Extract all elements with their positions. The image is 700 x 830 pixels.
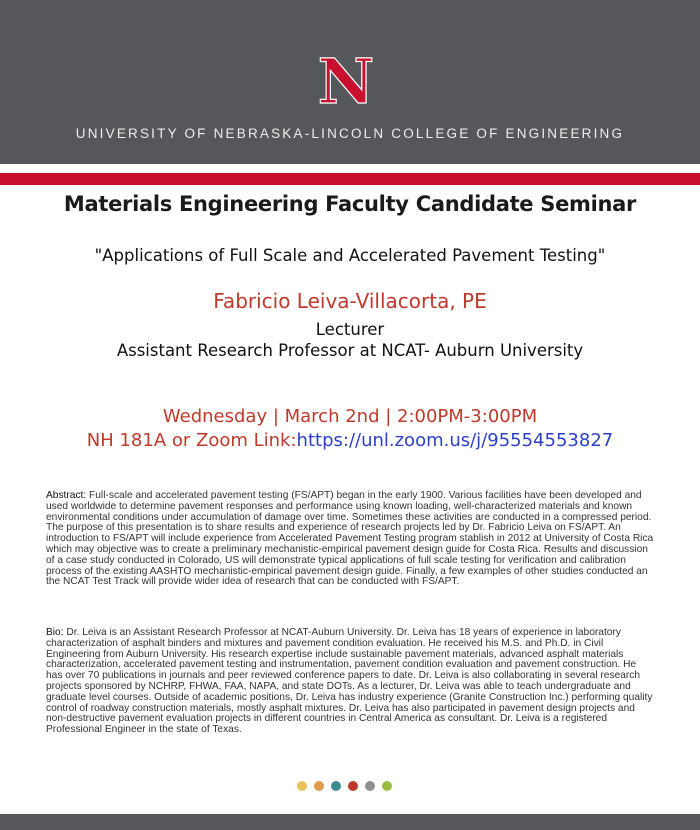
header-banner <box>0 0 700 164</box>
bio-text: Dr. Leiva is an Assistant Research Professor at NCAT-Auburn University. Dr. Leiva has 18 years of experience in laboratory characterization of asphalt binders and mixtures and pavement condition evaluation. He received his M.S. and Ph.D. in Civil Engineering from Auburn University. His research expertise include sustainable pavement materials, advanced asphalt materials characterization, accelerated pavement testing and instrumentation, pavement condition evaluation and pavement construction. He has over 70 publications in journals and peer reviewed conference papers to date. Dr. Leiva is also collaborating in several research projects sponsored by NCHRP, FHWA, FAA, NAPA, and state DOTs. As a lecturer, Dr. Leiva was able to teach undergraduate and graduate level courses. Outside of academic positions, Dr. Leiva has industry experience (Granite Construction Inc.) performing quality control of roadway construction materials, mostly asphalt mixtures. Dr. Leiva has also participated in pavement design projects and non-destructive pavement evaluation projects in different countries in Central America as consultant. Dr. Leiva is a registered Professional Engineer in the state of Texas. <box>46 627 653 736</box>
seminar-title: Materials Engineering Faculty Candidate Seminar <box>63 192 637 216</box>
abstract-paragraph <box>46 491 654 588</box>
dot-orange <box>314 781 324 791</box>
decorative-dots <box>297 781 392 793</box>
dot-yellow <box>297 781 307 791</box>
college-name: UNIVERSITY OF NEBRASKA-LINCOLN COLLEGE OF ENGINEERING <box>75 126 625 141</box>
dot-red <box>348 781 358 791</box>
zoom-link[interactable]: https://unl.zoom.us/j/95554553827 <box>296 430 614 451</box>
footer-bar <box>0 814 700 830</box>
speaker-name: Fabricio Leiva-Villacorta, PE <box>213 289 487 313</box>
talk-title: "Applications of Full Scale and Accelerated Pavement Testing" <box>94 246 606 265</box>
dot-green <box>382 781 392 791</box>
nebraska-n-logo <box>318 52 374 108</box>
event-datetime: Wednesday | March 2nd | 2:00PM-3:00PM <box>162 406 538 427</box>
event-location <box>0 430 700 451</box>
divider-red <box>0 173 700 185</box>
bio-label: Bio: <box>46 627 64 638</box>
logo-letter: N <box>318 52 374 108</box>
abstract-label: Abstract: <box>46 490 87 501</box>
location-room: NH 181A or Zoom Link: <box>86 430 297 451</box>
abstract-text: Full-scale and accelerated pavement testing (FS/APT) began in the early 1900. Various facilities have been developed and used worldwide to determine pavement responses and performance using known loading, well-characterized materials and known environmental conditions under accumulation of damage over time. Sometimes these activities are conducted in a compressed period. The purpose of this presentation is to share results and experience of research projects led by Dr. Fabricio Leiva on FS/APT. An introduction to FS/APT will include experience from Accelerated Pavement Testing program stablish in 2012 at University of Costa Rica which may objective was to create a preliminary mechanistic-empirical pavement design guide for Costa Rica. Results and discussion of a case study conducted in Colorado, US will demonstrate typical applications of full scale testing for verification and calibration process of the existing AASHTO mechanistic-empirical pavement design guide. Finally, a few examples of other studies conducted an the NCAT Test Track will provide wider idea of research that can be conducted with FS/APT. <box>46 490 654 588</box>
dot-gray <box>365 781 375 791</box>
dot-teal <box>331 781 341 791</box>
divider-white <box>0 164 700 173</box>
speaker-position: Assistant Research Professor at NCAT- Auburn University <box>116 341 584 360</box>
speaker-role: Lecturer <box>315 320 385 339</box>
bio-paragraph <box>46 628 654 736</box>
